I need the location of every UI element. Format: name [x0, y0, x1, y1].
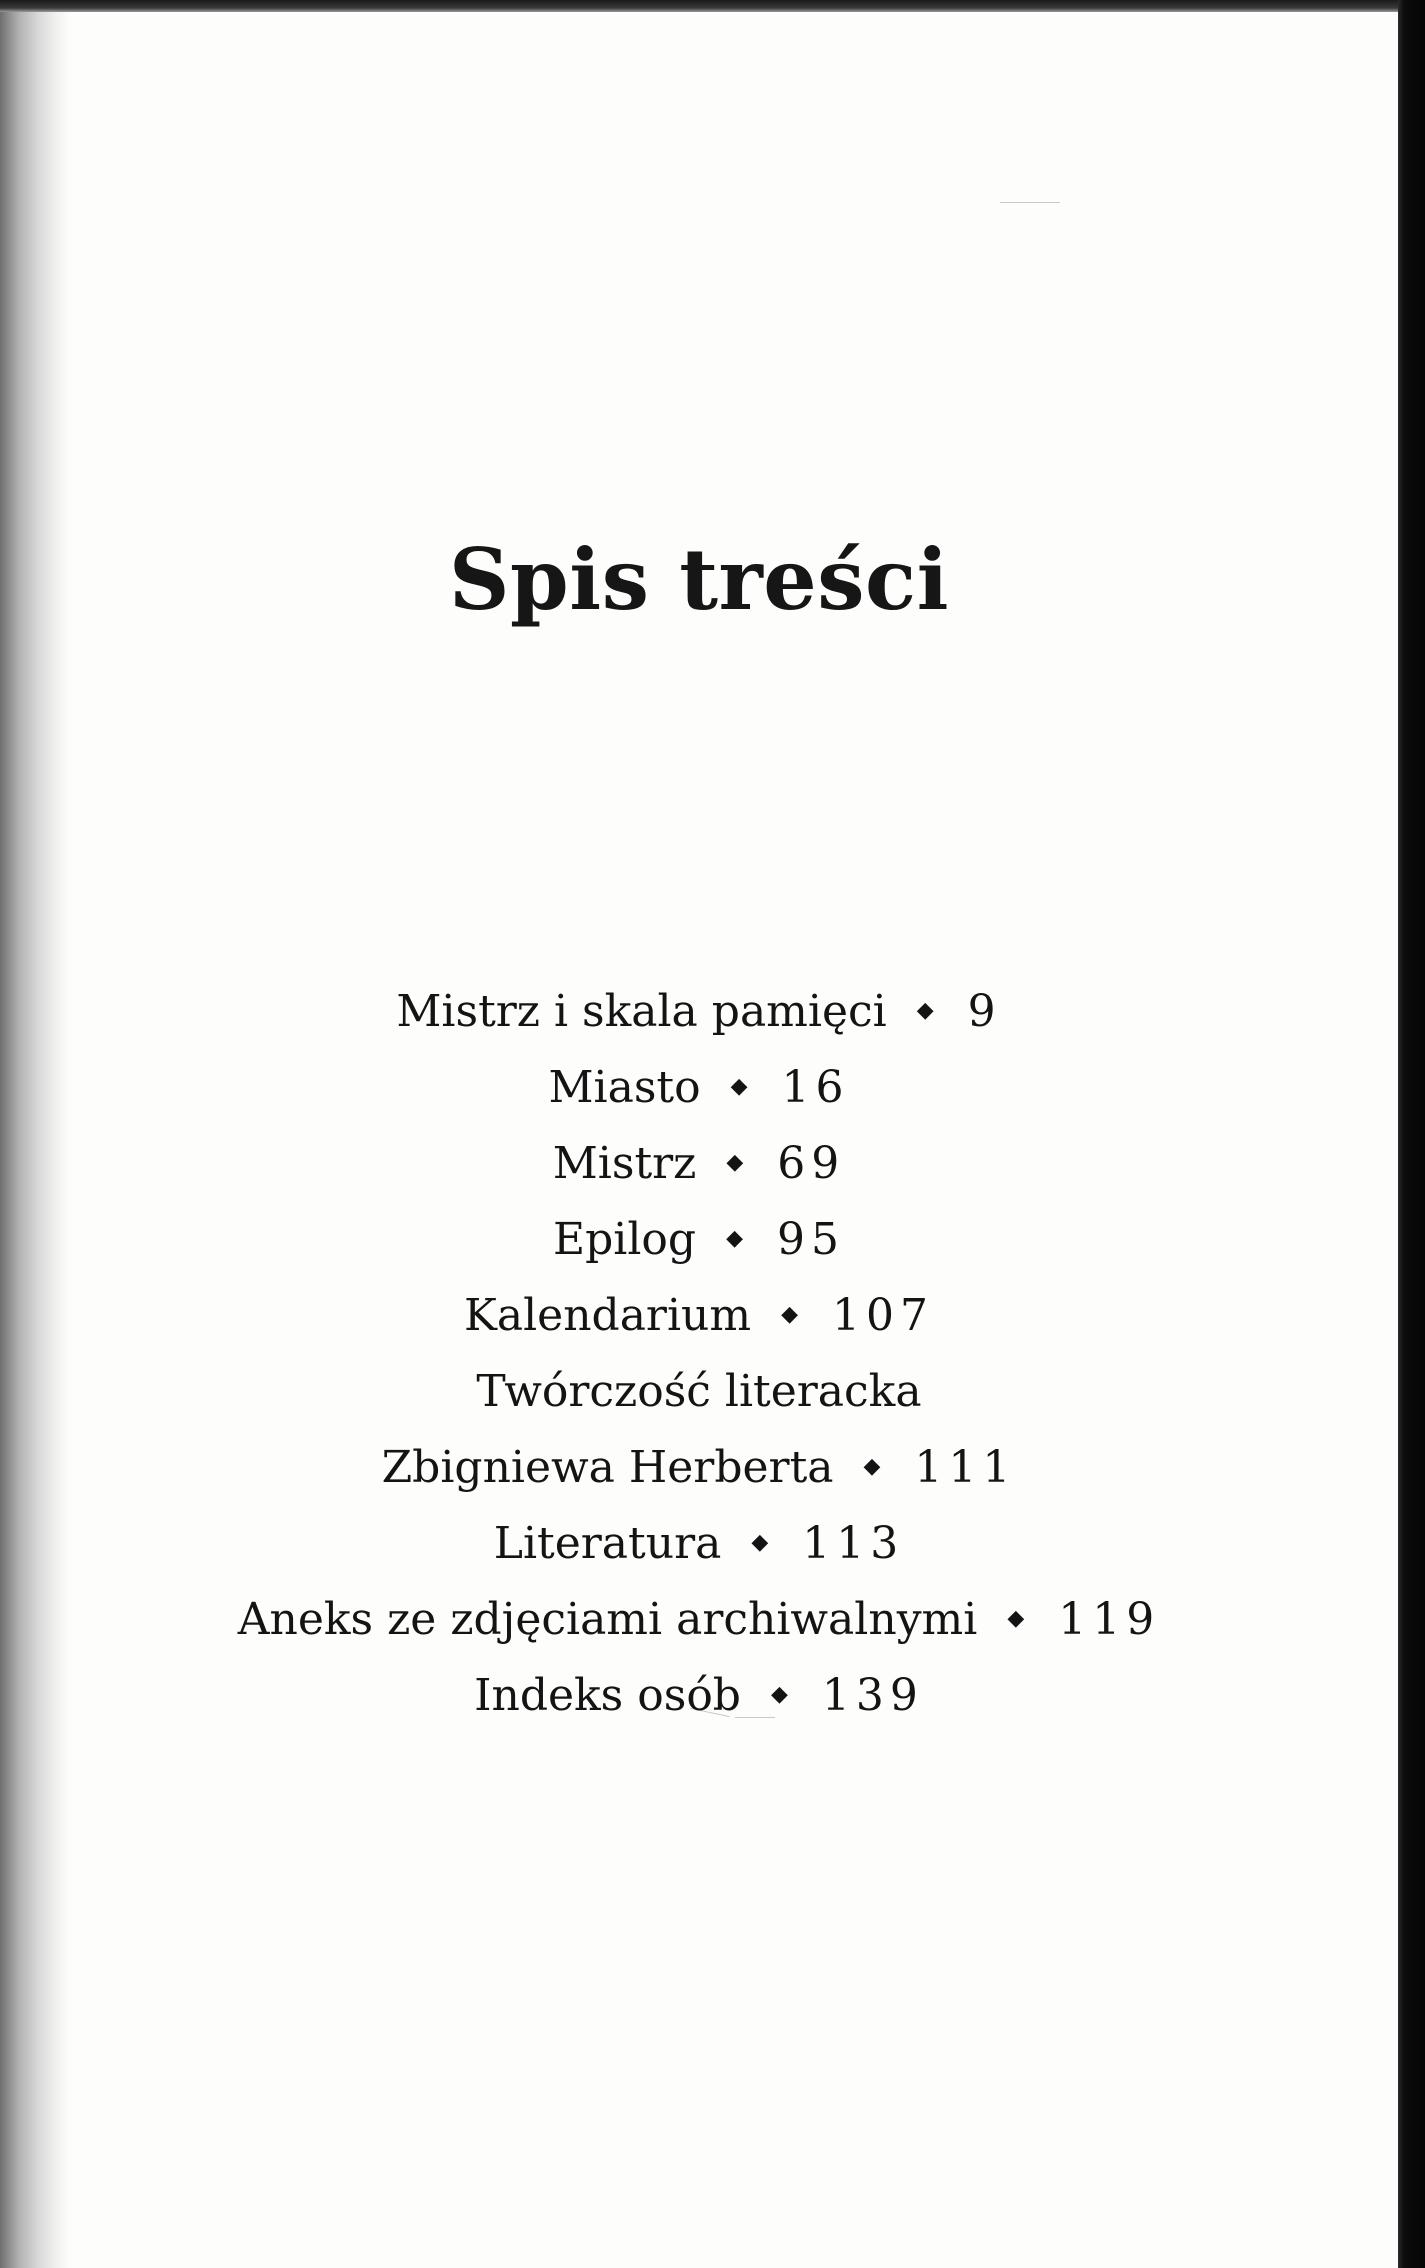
toc-entry-title: Indeks osób — [474, 1670, 741, 1721]
toc-entry-title: Epilog — [552, 1214, 697, 1265]
diamond-separator-icon: ◆ — [726, 1225, 743, 1251]
diamond-separator-icon: ◆ — [730, 1073, 748, 1099]
toc-entry-title: Miasto — [548, 1062, 701, 1113]
toc-entry-page: 16 — [781, 1062, 850, 1113]
paper-speck — [1000, 202, 1060, 203]
toc-entry-title: Mistrz — [552, 1138, 697, 1189]
toc-entry-page: 69 — [777, 1138, 846, 1189]
toc-entry — [0, 1430, 1398, 1506]
toc-entry-title: Twórczość literacka — [476, 1366, 922, 1417]
diamond-separator-icon: ◆ — [781, 1301, 799, 1327]
table-of-contents — [0, 974, 1398, 1734]
toc-entry — [0, 1658, 1398, 1734]
toc-entry-page: 119 — [1058, 1594, 1161, 1645]
scan-top-edge — [0, 0, 1425, 12]
diamond-separator-icon: ◆ — [770, 1681, 788, 1707]
toc-entry — [0, 1050, 1398, 1126]
toc-entry — [0, 1354, 1398, 1430]
toc-entry — [0, 974, 1398, 1050]
diamond-separator-icon: ◆ — [916, 997, 934, 1023]
toc-entry — [0, 1202, 1398, 1278]
toc-entry — [0, 1506, 1398, 1582]
toc-entry-page: 9 — [967, 986, 1002, 1037]
toc-entry-title: Literatura — [493, 1518, 722, 1569]
scan-right-edge — [1398, 0, 1425, 2268]
diamond-separator-icon: ◆ — [726, 1149, 744, 1175]
toc-entry-page: 111 — [914, 1442, 1017, 1493]
diamond-separator-icon: ◆ — [751, 1529, 769, 1555]
toc-entry-title: Mistrz i skala pamięci — [396, 986, 887, 1037]
toc-entry — [0, 1278, 1398, 1354]
toc-entry-page: 113 — [802, 1518, 905, 1569]
toc-entry-title: Kalendarium — [463, 1290, 752, 1341]
toc-entry — [0, 1582, 1398, 1658]
toc-entry-title: Aneks ze zdjęciami archiwalnymi — [237, 1594, 978, 1645]
book-page — [0, 12, 1398, 2268]
toc-entry — [0, 1126, 1398, 1202]
toc-entry-page: 95 — [777, 1214, 845, 1265]
toc-entry-page: 139 — [821, 1670, 924, 1721]
page-title: Spis treści — [448, 530, 950, 630]
toc-entry-page: 107 — [832, 1290, 935, 1341]
toc-entry-title: Zbigniewa Herberta — [381, 1442, 834, 1493]
diamond-separator-icon: ◆ — [1007, 1605, 1025, 1631]
diamond-separator-icon: ◆ — [863, 1453, 881, 1479]
